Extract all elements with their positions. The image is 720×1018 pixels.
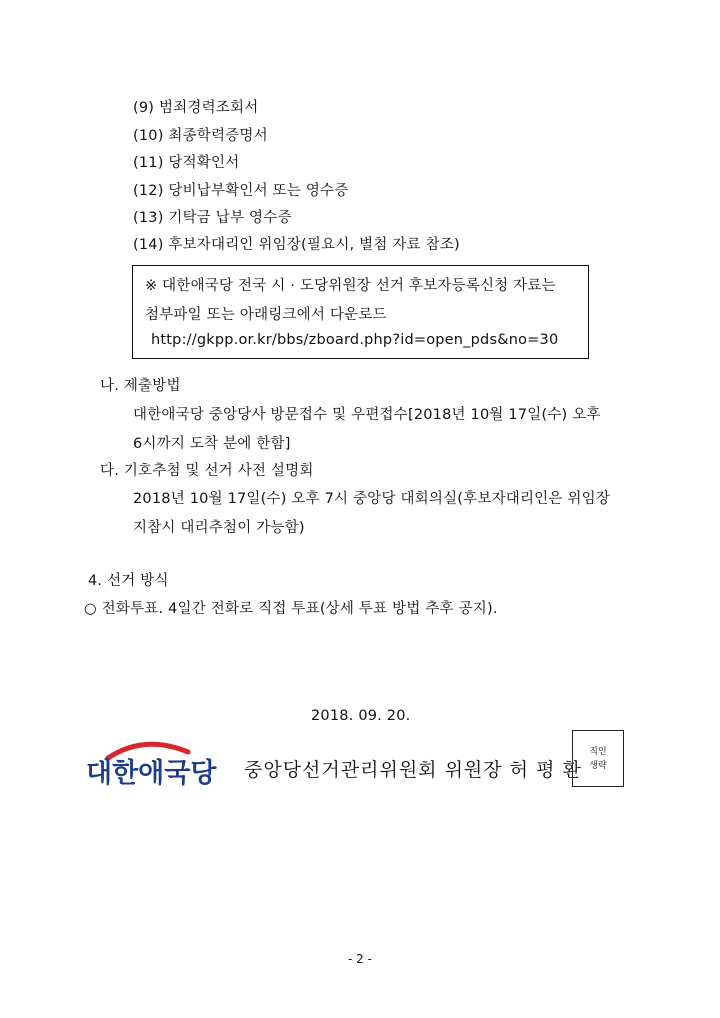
bullet-text: ○ 전화투표. 4일간 전화로 직접 투표(상세 투표 방법 추후 공지). [84,601,498,617]
list-item: (9) 범죄경력조회서 [133,100,259,116]
page-number: - 2 - [348,952,372,966]
section-text: 지참시 대리추첨이 가능함) [133,520,305,536]
section-heading: 나. 제출방법 [100,378,181,394]
section-heading: 4. 선거 방식 [88,573,169,589]
document-date: 2018. 09. 20. [311,708,411,724]
notice-line: 첨부파일 또는 아래링크에서 다운로드 [145,307,387,323]
section-heading: 다. 기호추첨 및 선거 사전 설명회 [100,463,314,479]
list-item: (12) 당비납부확인서 또는 영수증 [133,183,349,199]
signature-line: 중앙당선거관리위원회 위원장 허 평 환 [244,759,582,781]
download-link[interactable]: http://gkpp.or.kr/bbs/zboard.php?id=open_pds&no=30 [151,332,559,348]
notice-box [132,265,589,359]
logo-swoosh-icon [86,738,236,790]
seal-omitted-box [572,730,624,787]
section-text: 대한애국당 중앙당사 방문접수 및 우편접수[2018년 10월 17일(수) 오후 [133,407,601,423]
party-logo [86,738,236,790]
section-text: 2018년 10월 17일(수) 오후 7시 중앙당 대회의실(후보자대리인은 위임장 [133,491,611,507]
section-text: 6시까지 도착 분에 한함] [133,436,291,452]
seal-line: 생략 [589,760,607,771]
list-item: (14) 후보자대리인 위임장(필요시, 별첨 자료 참조) [133,237,460,253]
logo-text: 대한애국당 [86,758,217,789]
list-item: (11) 당적확인서 [133,155,240,171]
list-item: (13) 기탁금 납부 영수증 [133,210,292,226]
notice-line: ※ 대한애국당 전국 시 · 도당위원장 선거 후보자등록신청 자료는 [145,278,556,294]
seal-line: 직인 [589,746,607,757]
list-item: (10) 최종학력증명서 [133,128,268,144]
